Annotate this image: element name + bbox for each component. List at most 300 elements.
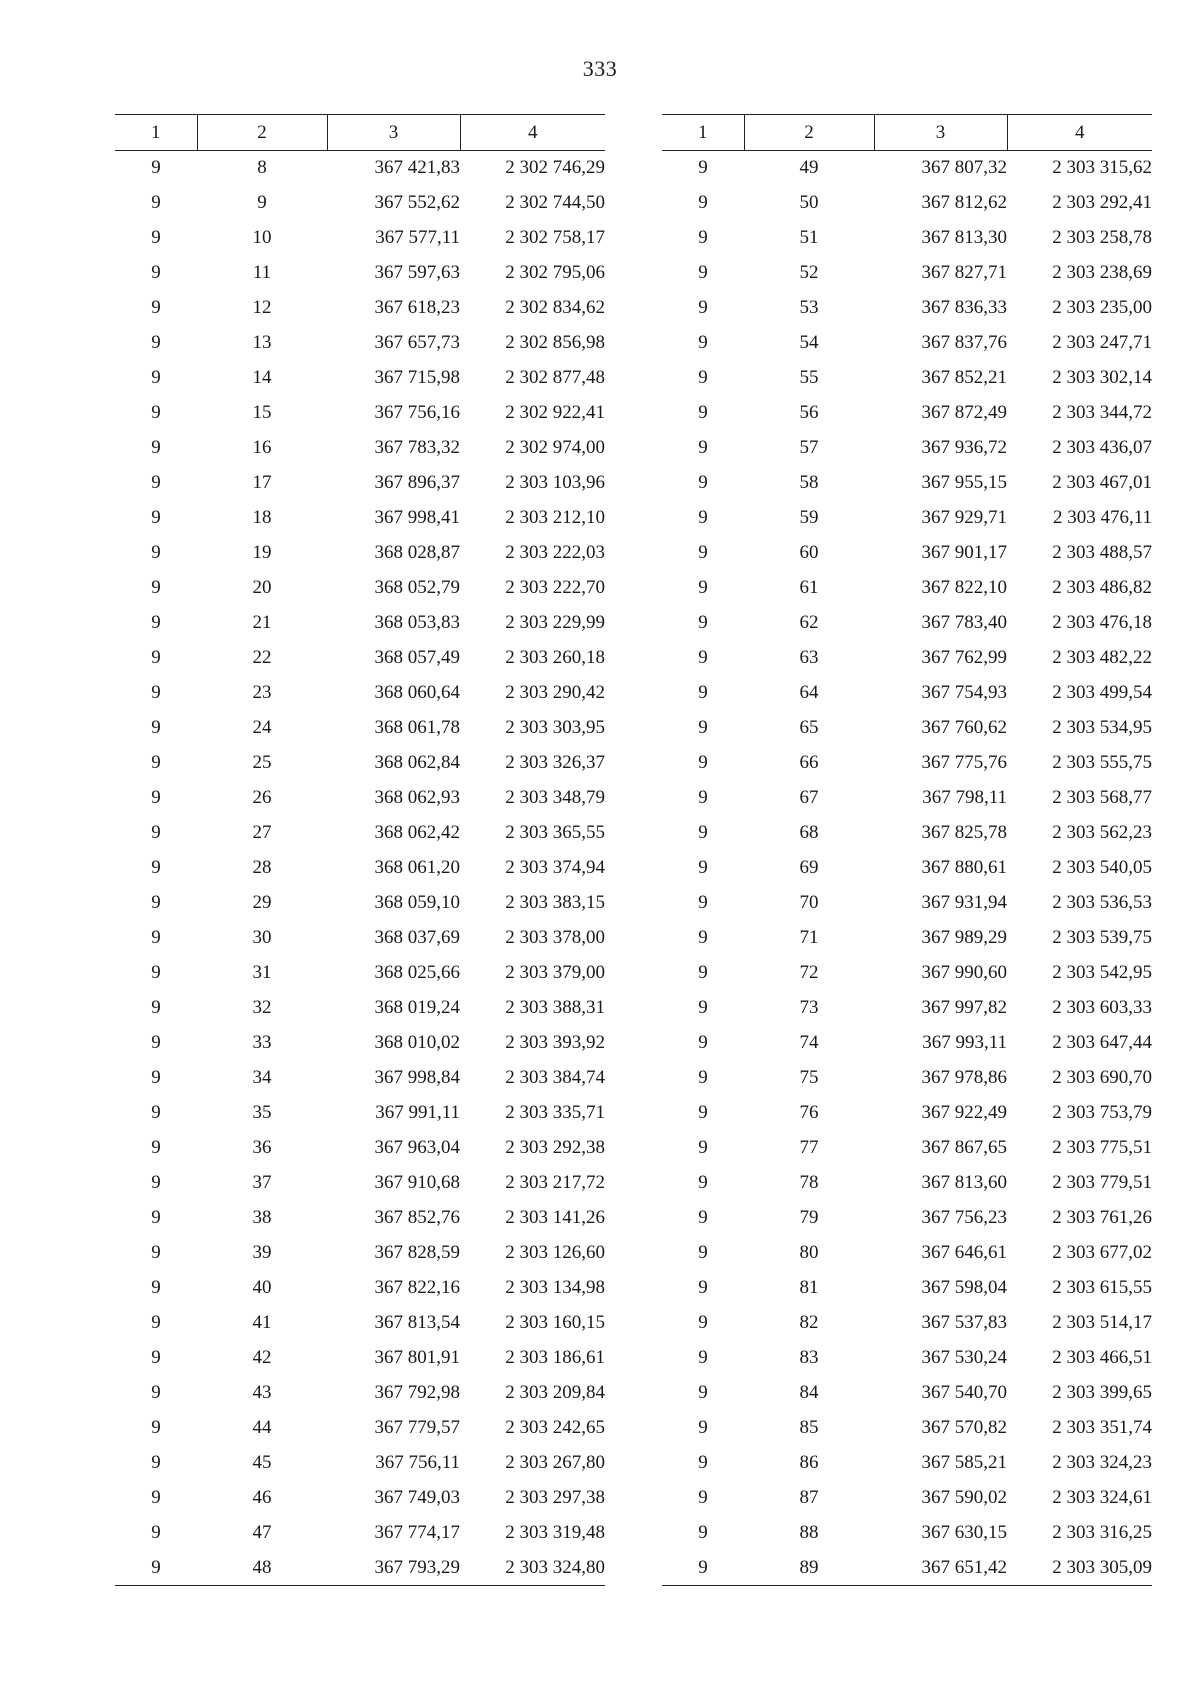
y-coordinate-cell: 2 303 761,26 (1052, 1207, 1152, 1228)
table-row (115, 781, 605, 816)
region-number-cell: 9 (698, 1452, 708, 1473)
table-row (115, 361, 605, 396)
x-coordinate-cell: 367 910,68 (374, 1172, 460, 1193)
table-row (662, 1481, 1152, 1516)
x-coordinate-cell: 367 931,94 (921, 892, 1007, 913)
point-number-cell: 41 (252, 1312, 272, 1333)
y-coordinate-cell: 2 302 974,00 (505, 437, 605, 458)
table-row (115, 466, 605, 501)
region-number-cell: 9 (151, 507, 161, 528)
y-coordinate-cell: 2 303 378,00 (505, 927, 605, 948)
y-coordinate-cell: 2 303 235,00 (1052, 297, 1152, 318)
y-coordinate-cell: 2 303 615,55 (1052, 1277, 1152, 1298)
region-number-cell: 9 (151, 332, 161, 353)
x-coordinate-cell: 367 997,82 (921, 997, 1007, 1018)
y-coordinate-cell: 2 303 297,38 (505, 1487, 605, 1508)
table-row (115, 1271, 605, 1306)
point-number-cell: 40 (252, 1277, 272, 1298)
x-coordinate-cell: 367 552,62 (374, 192, 460, 213)
x-coordinate-cell: 367 630,15 (921, 1522, 1007, 1543)
table-row (115, 186, 605, 221)
region-number-cell: 9 (115, 1551, 197, 1586)
x-coordinate-cell: 367 775,76 (921, 752, 1007, 773)
point-number-cell: 78 (799, 1172, 819, 1193)
x-coordinate-cell: 367 998,41 (374, 507, 460, 528)
region-number-cell: 9 (698, 507, 708, 528)
point-number-cell: 38 (252, 1207, 272, 1228)
y-coordinate-cell: 2 303 486,82 (1052, 577, 1152, 598)
y-coordinate-cell: 2 303 229,99 (505, 612, 605, 633)
region-number-cell: 9 (698, 892, 708, 913)
point-number-cell: 24 (252, 717, 272, 738)
y-coordinate-cell: 2 303 351,74 (1052, 1417, 1152, 1438)
x-coordinate-cell: 367 813,54 (374, 1312, 460, 1333)
x-coordinate-cell: 367 657,73 (374, 332, 460, 353)
x-coordinate-cell: 367 756,23 (921, 1207, 1007, 1228)
table-row (115, 1096, 605, 1131)
column-header-1: 1 (662, 115, 744, 151)
table-row (115, 956, 605, 991)
table-row (662, 991, 1152, 1026)
x-coordinate-cell: 367 774,17 (374, 1522, 460, 1543)
y-coordinate-cell: 2 303 344,72 (1052, 402, 1152, 423)
region-number-cell: 9 (698, 577, 708, 598)
table-row (115, 886, 605, 921)
x-coordinate-cell: 367 998,84 (374, 1067, 460, 1088)
y-coordinate-cell: 2 303 324,61 (1052, 1487, 1152, 1508)
point-number-cell: 74 (799, 1032, 819, 1053)
point-number-cell: 17 (252, 472, 272, 493)
y-coordinate-cell: 2 303 348,79 (505, 787, 605, 808)
table-row (662, 1376, 1152, 1411)
table-row (662, 746, 1152, 781)
y-coordinate-cell: 2 303 186,61 (505, 1347, 605, 1368)
table-row (662, 1131, 1152, 1166)
x-coordinate-cell: 367 585,21 (921, 1452, 1007, 1473)
region-number-cell: 9 (151, 577, 161, 598)
region-number-cell: 9 (151, 1452, 161, 1473)
x-coordinate-cell: 367 779,57 (374, 1417, 460, 1438)
table-row (115, 851, 605, 886)
table-row (662, 1411, 1152, 1446)
region-number-cell: 9 (151, 437, 161, 458)
x-coordinate-cell: 367 990,60 (921, 962, 1007, 983)
region-number-cell: 9 (151, 752, 161, 773)
region-number-cell: 9 (698, 822, 708, 843)
point-number-cell: 36 (252, 1137, 272, 1158)
point-number-cell: 81 (799, 1277, 819, 1298)
y-coordinate-cell: 2 303 267,80 (505, 1452, 605, 1473)
point-number-cell: 58 (799, 472, 819, 493)
region-number-cell: 9 (698, 997, 708, 1018)
point-number-cell: 65 (799, 717, 819, 738)
table-row (662, 501, 1152, 536)
point-number-cell: 62 (799, 612, 819, 633)
point-number-cell: 30 (252, 927, 272, 948)
region-number-cell: 9 (662, 1551, 744, 1586)
point-number-cell: 28 (252, 857, 272, 878)
region-number-cell: 9 (698, 1067, 708, 1088)
column-header-3: 3 (327, 115, 460, 151)
column-header-4: 4 (1007, 115, 1152, 151)
region-number-cell: 9 (151, 857, 161, 878)
y-coordinate-cell: 2 303 134,98 (505, 1277, 605, 1298)
y-coordinate-cell: 2 303 514,17 (1052, 1312, 1152, 1333)
y-coordinate-cell: 2 303 482,22 (1052, 647, 1152, 668)
x-coordinate-cell: 367 756,11 (375, 1452, 460, 1473)
table-body (662, 151, 1152, 1586)
table-row (662, 1096, 1152, 1131)
x-coordinate-cell: 367 896,37 (374, 472, 460, 493)
table-row (662, 361, 1152, 396)
x-coordinate-cell: 367 651,42 (874, 1551, 1007, 1586)
point-number-cell: 49 (799, 157, 819, 179)
table-row (115, 921, 605, 956)
coordinates-table-left (115, 114, 605, 1586)
table-row (662, 256, 1152, 291)
table-row (662, 781, 1152, 816)
region-number-cell: 9 (698, 962, 708, 983)
y-coordinate-cell: 2 303 562,23 (1052, 822, 1152, 843)
x-coordinate-cell: 368 052,79 (374, 577, 460, 598)
column-header-4: 4 (460, 115, 605, 151)
x-coordinate-cell: 368 010,02 (374, 1032, 460, 1053)
table-row (662, 151, 1152, 186)
table-row (662, 431, 1152, 466)
region-number-cell: 9 (151, 787, 161, 808)
table-row (662, 1166, 1152, 1201)
table-row (662, 221, 1152, 256)
y-coordinate-cell: 2 303 319,48 (505, 1522, 605, 1543)
table-body (115, 151, 605, 1586)
region-number-cell: 9 (151, 1522, 161, 1543)
point-number-cell: 70 (799, 892, 819, 913)
region-number-cell: 9 (151, 262, 161, 283)
y-coordinate-cell: 2 303 536,53 (1052, 892, 1152, 913)
y-coordinate-cell: 2 303 238,69 (1052, 262, 1152, 283)
x-coordinate-cell: 367 827,71 (921, 262, 1007, 283)
y-coordinate-cell: 2 303 542,95 (1052, 962, 1152, 983)
point-number-cell: 27 (252, 822, 272, 843)
point-number-cell: 53 (799, 297, 819, 318)
x-coordinate-cell: 368 061,78 (374, 717, 460, 738)
y-coordinate-cell: 2 303 305,09 (1007, 1551, 1152, 1586)
x-coordinate-cell: 367 783,32 (374, 437, 460, 458)
region-number-cell: 9 (698, 752, 708, 773)
region-number-cell: 9 (698, 1032, 708, 1053)
table-row (662, 291, 1152, 326)
region-number-cell: 9 (698, 542, 708, 563)
x-coordinate-cell: 367 901,17 (921, 542, 1007, 563)
y-coordinate-cell: 2 303 753,79 (1052, 1102, 1152, 1123)
x-coordinate-cell: 367 537,83 (921, 1312, 1007, 1333)
point-number-cell: 10 (252, 227, 272, 248)
point-number-cell: 61 (799, 577, 819, 598)
y-coordinate-cell: 2 303 647,44 (1052, 1032, 1152, 1053)
point-number-cell: 23 (252, 682, 272, 703)
y-coordinate-cell: 2 302 922,41 (505, 402, 605, 423)
y-coordinate-cell: 2 302 746,29 (505, 157, 605, 179)
point-number-cell: 89 (744, 1551, 874, 1586)
y-coordinate-cell: 2 303 247,71 (1052, 332, 1152, 353)
y-coordinate-cell: 2 303 324,23 (1052, 1452, 1152, 1473)
x-coordinate-cell: 368 037,69 (374, 927, 460, 948)
region-number-cell: 9 (151, 1067, 161, 1088)
column-header-2: 2 (197, 115, 327, 151)
table-row (662, 921, 1152, 956)
x-coordinate-cell: 368 059,10 (374, 892, 460, 913)
y-coordinate-cell: 2 303 540,05 (1052, 857, 1152, 878)
x-coordinate-cell: 367 922,49 (921, 1102, 1007, 1123)
point-number-cell: 87 (799, 1487, 819, 1508)
point-number-cell: 86 (799, 1452, 819, 1473)
point-number-cell: 64 (799, 682, 819, 703)
point-number-cell: 43 (252, 1382, 272, 1403)
table-row (662, 466, 1152, 501)
y-coordinate-cell: 2 302 758,17 (505, 227, 605, 248)
x-coordinate-cell: 367 852,21 (921, 367, 1007, 388)
column-header-3: 3 (874, 115, 1007, 151)
y-coordinate-cell: 2 303 292,38 (505, 1137, 605, 1158)
x-coordinate-cell: 367 813,30 (921, 227, 1007, 248)
point-number-cell: 55 (799, 367, 819, 388)
header-row (115, 115, 605, 151)
y-coordinate-cell: 2 303 160,15 (505, 1312, 605, 1333)
table-header (115, 115, 605, 151)
point-number-cell: 9 (257, 192, 267, 213)
region-number-cell: 9 (698, 332, 708, 353)
table-row (115, 606, 605, 641)
region-number-cell: 9 (151, 297, 161, 318)
region-number-cell: 9 (698, 192, 708, 213)
y-coordinate-cell: 2 303 260,18 (505, 647, 605, 668)
table-row (662, 1271, 1152, 1306)
region-number-cell: 9 (151, 1347, 161, 1368)
region-number-cell: 9 (698, 1277, 708, 1298)
y-coordinate-cell: 2 303 365,55 (505, 822, 605, 843)
x-coordinate-cell: 368 060,64 (374, 682, 460, 703)
region-number-cell: 9 (151, 227, 161, 248)
y-coordinate-cell: 2 303 466,51 (1052, 1347, 1152, 1368)
region-number-cell: 9 (151, 1102, 161, 1123)
table-row (115, 1026, 605, 1061)
table-row (662, 606, 1152, 641)
x-coordinate-cell: 367 577,11 (375, 227, 460, 248)
y-coordinate-cell: 2 303 476,11 (1052, 507, 1152, 528)
region-number-cell: 9 (151, 1487, 161, 1508)
header-row (662, 115, 1152, 151)
y-coordinate-cell: 2 303 126,60 (505, 1242, 605, 1263)
y-coordinate-cell: 2 303 467,01 (1052, 472, 1152, 493)
point-number-cell: 82 (799, 1312, 819, 1333)
x-coordinate-cell: 367 762,99 (921, 647, 1007, 668)
table-row (115, 536, 605, 571)
y-coordinate-cell: 2 303 393,92 (505, 1032, 605, 1053)
point-number-cell: 77 (799, 1137, 819, 1158)
region-number-cell: 9 (698, 682, 708, 703)
region-number-cell: 9 (698, 402, 708, 423)
point-number-cell: 25 (252, 752, 272, 773)
table-header (662, 115, 1152, 151)
table-row (662, 1446, 1152, 1481)
table-row (115, 291, 605, 326)
table-row (115, 1201, 605, 1236)
point-number-cell: 39 (252, 1242, 272, 1263)
table-row (115, 1341, 605, 1376)
table-row (115, 571, 605, 606)
point-number-cell: 75 (799, 1067, 819, 1088)
x-coordinate-cell: 367 421,83 (374, 157, 460, 179)
point-number-cell: 14 (252, 367, 272, 388)
coordinates-table-right (662, 114, 1152, 1586)
y-coordinate-cell: 2 303 212,10 (505, 507, 605, 528)
point-number-cell: 63 (799, 647, 819, 668)
region-number-cell: 9 (698, 857, 708, 878)
point-number-cell: 11 (252, 262, 272, 283)
y-coordinate-cell: 2 303 499,54 (1052, 682, 1152, 703)
table-row (115, 711, 605, 746)
region-number-cell: 9 (698, 227, 708, 248)
table-row (115, 1061, 605, 1096)
table-row (115, 1306, 605, 1341)
point-number-cell: 73 (799, 997, 819, 1018)
table-row (662, 1236, 1152, 1271)
y-coordinate-cell: 2 303 335,71 (505, 1102, 605, 1123)
table-row (115, 1236, 605, 1271)
x-coordinate-cell: 367 880,61 (921, 857, 1007, 878)
x-coordinate-cell: 367 798,11 (922, 787, 1007, 808)
point-number-cell: 46 (252, 1487, 272, 1508)
x-coordinate-cell: 367 963,04 (374, 1137, 460, 1158)
region-number-cell: 9 (698, 1242, 708, 1263)
y-coordinate-cell: 2 303 488,57 (1052, 542, 1152, 563)
x-coordinate-cell: 367 793,29 (327, 1551, 460, 1586)
x-coordinate-cell: 367 598,04 (921, 1277, 1007, 1298)
point-number-cell: 76 (799, 1102, 819, 1123)
region-number-cell: 9 (698, 1487, 708, 1508)
y-coordinate-cell: 2 302 795,06 (505, 262, 605, 283)
x-coordinate-cell: 367 989,29 (921, 927, 1007, 948)
point-number-cell: 16 (252, 437, 272, 458)
point-number-cell: 72 (799, 962, 819, 983)
y-coordinate-cell: 2 303 555,75 (1052, 752, 1152, 773)
point-number-cell: 50 (799, 192, 819, 213)
table-row (662, 186, 1152, 221)
y-coordinate-cell: 2 303 222,03 (505, 542, 605, 563)
table-row (115, 501, 605, 536)
table-row (115, 1166, 605, 1201)
region-number-cell: 9 (151, 367, 161, 388)
point-number-cell: 34 (252, 1067, 272, 1088)
y-coordinate-cell: 2 303 316,25 (1052, 1522, 1152, 1543)
region-number-cell: 9 (698, 1522, 708, 1543)
region-number-cell: 9 (698, 297, 708, 318)
column-header-1: 1 (115, 115, 197, 151)
x-coordinate-cell: 367 749,03 (374, 1487, 460, 1508)
page-number: 333 (582, 56, 618, 81)
x-coordinate-cell: 367 540,70 (921, 1382, 1007, 1403)
y-coordinate-cell: 2 303 258,78 (1052, 227, 1152, 248)
table-row (115, 1446, 605, 1481)
region-number-cell: 9 (698, 1312, 708, 1333)
table-row (115, 1411, 605, 1446)
table-row (662, 1306, 1152, 1341)
y-coordinate-cell: 2 303 775,51 (1052, 1137, 1152, 1158)
region-number-cell: 9 (151, 472, 161, 493)
region-number-cell: 9 (151, 682, 161, 703)
point-number-cell: 80 (799, 1242, 819, 1263)
x-coordinate-cell: 368 028,87 (374, 542, 460, 563)
point-number-cell: 68 (799, 822, 819, 843)
table-row (115, 151, 605, 186)
x-coordinate-cell: 367 801,91 (374, 1347, 460, 1368)
x-coordinate-cell: 367 836,33 (921, 297, 1007, 318)
y-coordinate-cell: 2 303 603,33 (1052, 997, 1152, 1018)
column-header-2: 2 (744, 115, 874, 151)
x-coordinate-cell: 367 828,59 (374, 1242, 460, 1263)
region-number-cell: 9 (698, 157, 708, 179)
y-coordinate-cell: 2 303 476,18 (1052, 612, 1152, 633)
region-number-cell: 9 (151, 402, 161, 423)
y-coordinate-cell: 2 303 374,94 (505, 857, 605, 878)
y-coordinate-cell: 2 303 534,95 (1052, 717, 1152, 738)
point-number-cell: 51 (799, 227, 819, 248)
x-coordinate-cell: 368 061,20 (374, 857, 460, 878)
x-coordinate-cell: 367 807,32 (921, 157, 1007, 179)
table-row (662, 711, 1152, 746)
table-row (115, 396, 605, 431)
region-number-cell: 9 (698, 927, 708, 948)
region-number-cell: 9 (151, 542, 161, 563)
y-coordinate-cell: 2 303 222,70 (505, 577, 605, 598)
region-number-cell: 9 (151, 717, 161, 738)
table-row (662, 536, 1152, 571)
x-coordinate-cell: 367 825,78 (921, 822, 1007, 843)
x-coordinate-cell: 367 783,40 (921, 612, 1007, 633)
table-row (115, 676, 605, 711)
x-coordinate-cell: 367 955,15 (921, 472, 1007, 493)
x-coordinate-cell: 367 822,16 (374, 1277, 460, 1298)
x-coordinate-cell: 367 530,24 (921, 1347, 1007, 1368)
region-number-cell: 9 (698, 1102, 708, 1123)
region-number-cell: 9 (151, 1382, 161, 1403)
region-number-cell: 9 (698, 1347, 708, 1368)
x-coordinate-cell: 367 991,11 (375, 1102, 460, 1123)
table-row (662, 1551, 1152, 1586)
table-row (662, 641, 1152, 676)
point-number-cell: 45 (252, 1452, 272, 1473)
y-coordinate-cell: 2 303 436,07 (1052, 437, 1152, 458)
y-coordinate-cell: 2 303 677,02 (1052, 1242, 1152, 1263)
region-number-cell: 9 (151, 927, 161, 948)
y-coordinate-cell: 2 303 292,41 (1052, 192, 1152, 213)
region-number-cell: 9 (151, 192, 161, 213)
x-coordinate-cell: 367 646,61 (921, 1242, 1007, 1263)
x-coordinate-cell: 367 570,82 (921, 1417, 1007, 1438)
region-number-cell: 9 (151, 612, 161, 633)
x-coordinate-cell: 367 852,76 (374, 1207, 460, 1228)
x-coordinate-cell: 367 590,02 (921, 1487, 1007, 1508)
x-coordinate-cell: 368 062,84 (374, 752, 460, 773)
table-row (115, 1481, 605, 1516)
table-row (115, 1551, 605, 1586)
point-number-cell: 56 (799, 402, 819, 423)
y-coordinate-cell: 2 303 141,26 (505, 1207, 605, 1228)
x-coordinate-cell: 367 867,65 (921, 1137, 1007, 1158)
point-number-cell: 37 (252, 1172, 272, 1193)
point-number-cell: 33 (252, 1032, 272, 1053)
y-coordinate-cell: 2 303 302,14 (1052, 367, 1152, 388)
